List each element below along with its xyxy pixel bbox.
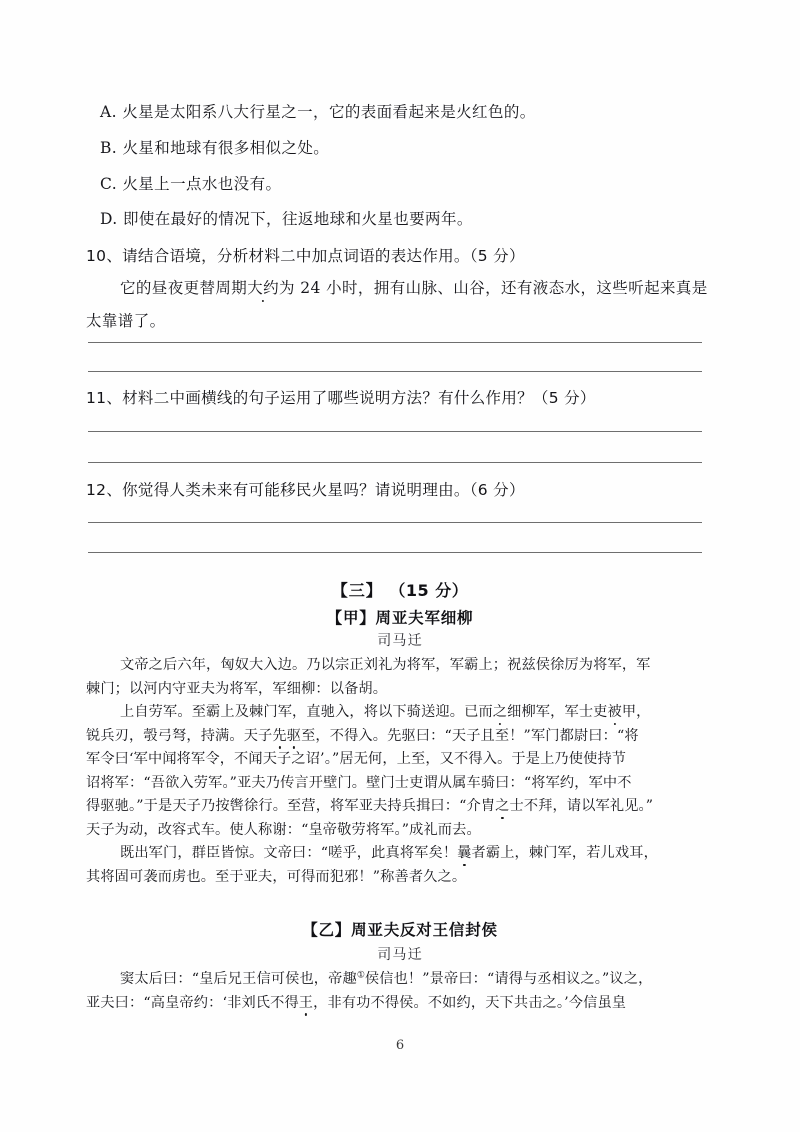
choice-option-d bbox=[100, 207, 473, 229]
footnote-marker: ① bbox=[356, 970, 365, 981]
question-10-material-line-2 bbox=[86, 309, 166, 331]
material-run-a: 它的昼夜更替周期 bbox=[120, 279, 248, 297]
emphasis-char: 王 bbox=[299, 992, 313, 1012]
section-three-title: 【三】 bbox=[331, 581, 383, 600]
choice-label-d: D. bbox=[100, 210, 118, 228]
classical-text-line bbox=[86, 725, 639, 745]
part-jia-heading bbox=[0, 606, 800, 628]
choice-label-b: B. bbox=[100, 139, 118, 157]
choice-text-c: 火星上一点水也没有。 bbox=[122, 175, 282, 193]
emphasis-char: 曩 bbox=[457, 842, 471, 862]
text-run: 士不拜，请以军礼见。” bbox=[509, 798, 654, 814]
classical-text-line bbox=[86, 748, 626, 768]
classical-text-line bbox=[120, 968, 652, 988]
classical-text-line bbox=[86, 819, 481, 839]
question-11-text: 材料二中画横线的句子运用了哪些说明方法？有什么作用？（5 分） bbox=[122, 389, 596, 407]
question-11-number: 11、 bbox=[86, 389, 123, 407]
text-run: 侯信也！”景帝曰：“请得与丞相议之。”议之， bbox=[364, 971, 653, 987]
question-10-text: 请结合语境，分析材料二中加点词语的表达作用。（5 分） bbox=[122, 247, 525, 265]
text-run: 上自劳军。至霸上及棘门军，直驰入，将以下骑送迎。已而 bbox=[120, 704, 493, 720]
choice-option-c bbox=[100, 172, 281, 194]
choice-option-a bbox=[100, 100, 536, 122]
answer-line-q11-1 bbox=[88, 431, 702, 432]
part-yi-author-name: 司马迁 bbox=[377, 947, 423, 963]
choice-text-d: 即使在最好的情况下，往返地球和火星也要两年。 bbox=[122, 210, 473, 228]
text-run: 既出军门，群臣皆惊。文帝曰：“嗟乎，此真将军矣！ bbox=[120, 845, 458, 861]
choice-label-c: C. bbox=[100, 175, 118, 193]
classical-text-line bbox=[86, 795, 653, 815]
text-run: ，非有功不得侯。不如约，天下共击之。’今信虽皇 bbox=[313, 994, 627, 1011]
text-run: 得驱驰。”于是天子乃按辔徐行。至营，将军亚夫持兵揖曰：“介胄 bbox=[86, 798, 496, 814]
part-jia-author bbox=[0, 630, 800, 650]
question-10-material-line-1 bbox=[120, 276, 708, 298]
text-run: 者霸上，棘门军，若儿戏耳， bbox=[471, 845, 658, 861]
classical-text-line bbox=[86, 678, 387, 698]
text-run: 至，不得入。先驱曰：“天子且至！”军门都尉曰：“将 bbox=[301, 727, 639, 744]
text-run: 其将固可袭而虏也。至于亚夫，可得而犯邪！”称善者久之。 bbox=[86, 868, 467, 885]
question-12-number: 12、 bbox=[86, 481, 123, 499]
page-number bbox=[0, 1038, 800, 1053]
classical-text-line bbox=[86, 992, 626, 1012]
text-run: 棘门；以河内守亚夫为将军，军细柳：以备胡。 bbox=[86, 680, 388, 697]
text-run: 甲， bbox=[621, 704, 651, 720]
answer-line-q12-1 bbox=[88, 522, 702, 523]
question-10-number: 10、 bbox=[86, 247, 123, 265]
text-run: 天子为动，改容式车。使人称谢：“皇帝敬劳将军。”成礼而去。 bbox=[86, 821, 481, 838]
part-yi-title: 【乙】周亚夫反对王信封侯 bbox=[302, 921, 498, 939]
part-yi-author bbox=[0, 944, 800, 964]
part-yi-heading bbox=[0, 918, 800, 940]
choice-label-a: A. bbox=[100, 103, 117, 121]
text-run: 窦太后曰：“皇后兄王信可侯也，帝趣 bbox=[120, 971, 357, 987]
text-run: 锐兵刃，彀弓弩，持满。天子 bbox=[86, 727, 273, 744]
emphasis-char: 驱 bbox=[287, 725, 301, 745]
classical-text-line bbox=[120, 701, 651, 721]
answer-line-q11-2 bbox=[88, 462, 702, 463]
emphasis-char: 先 bbox=[272, 725, 286, 745]
choice-option-b bbox=[100, 136, 329, 158]
text-run: 诏将军：“吾欲入劳军。”亚夫乃传言开壁门。壁门士吏谓从属车骑曰：“将军约，军中不 bbox=[86, 774, 632, 791]
question-10-prompt bbox=[86, 244, 525, 266]
classical-text-line bbox=[120, 842, 658, 862]
question-12-text: 你觉得人类未来有可能移民火星吗？请说明理由。（6 分） bbox=[122, 481, 525, 499]
material-run-b: 为 24 小时，拥有山脉、山谷，还有液态水，这些听起来真是 bbox=[279, 279, 708, 297]
material-run-c: 太靠谱了。 bbox=[86, 312, 166, 330]
choice-text-b: 火星和地球有很多相似之处。 bbox=[122, 139, 330, 157]
text-run: 细柳军，军士吏 bbox=[507, 704, 608, 720]
emphasis-char: 被 bbox=[608, 701, 622, 721]
answer-line-q12-2 bbox=[88, 552, 702, 553]
section-three-points: （15 分） bbox=[389, 581, 469, 600]
question-12-prompt bbox=[86, 478, 525, 500]
answer-line-q10-1 bbox=[88, 342, 702, 343]
question-11-prompt bbox=[86, 386, 596, 408]
classical-text-line bbox=[86, 772, 632, 792]
answer-line-q10-2 bbox=[88, 371, 702, 372]
emphasis-text: 大约 bbox=[247, 279, 280, 297]
classical-text-line bbox=[120, 654, 651, 674]
page-number-value: 6 bbox=[395, 1038, 405, 1053]
emphasis-char: 之 bbox=[493, 701, 507, 721]
part-jia-title: 【甲】周亚夫军细柳 bbox=[326, 609, 474, 627]
choice-text-a: 火星是太阳系八大行星之一，它的表面看起来是火红色的。 bbox=[122, 103, 536, 121]
classical-text-line bbox=[86, 866, 466, 886]
text-run: 军令曰‘军中闻将军令，不闻天子之诏’。”居无何，上至，又不得入。于是上乃使使持节 bbox=[86, 751, 627, 767]
section-three-heading bbox=[0, 578, 800, 601]
part-jia-author-name: 司马迁 bbox=[377, 633, 423, 649]
emphasis-char: 之 bbox=[495, 795, 509, 815]
text-run: 亚夫曰：“高皇帝约：‘非刘氏不得 bbox=[86, 994, 299, 1011]
emphasis-char-1 bbox=[247, 276, 279, 298]
text-run: 文帝之后六年，匈奴大入边。乃以宗正刘礼为将军，军霸上；祝兹侯徐厉为将军，军 bbox=[120, 657, 651, 673]
